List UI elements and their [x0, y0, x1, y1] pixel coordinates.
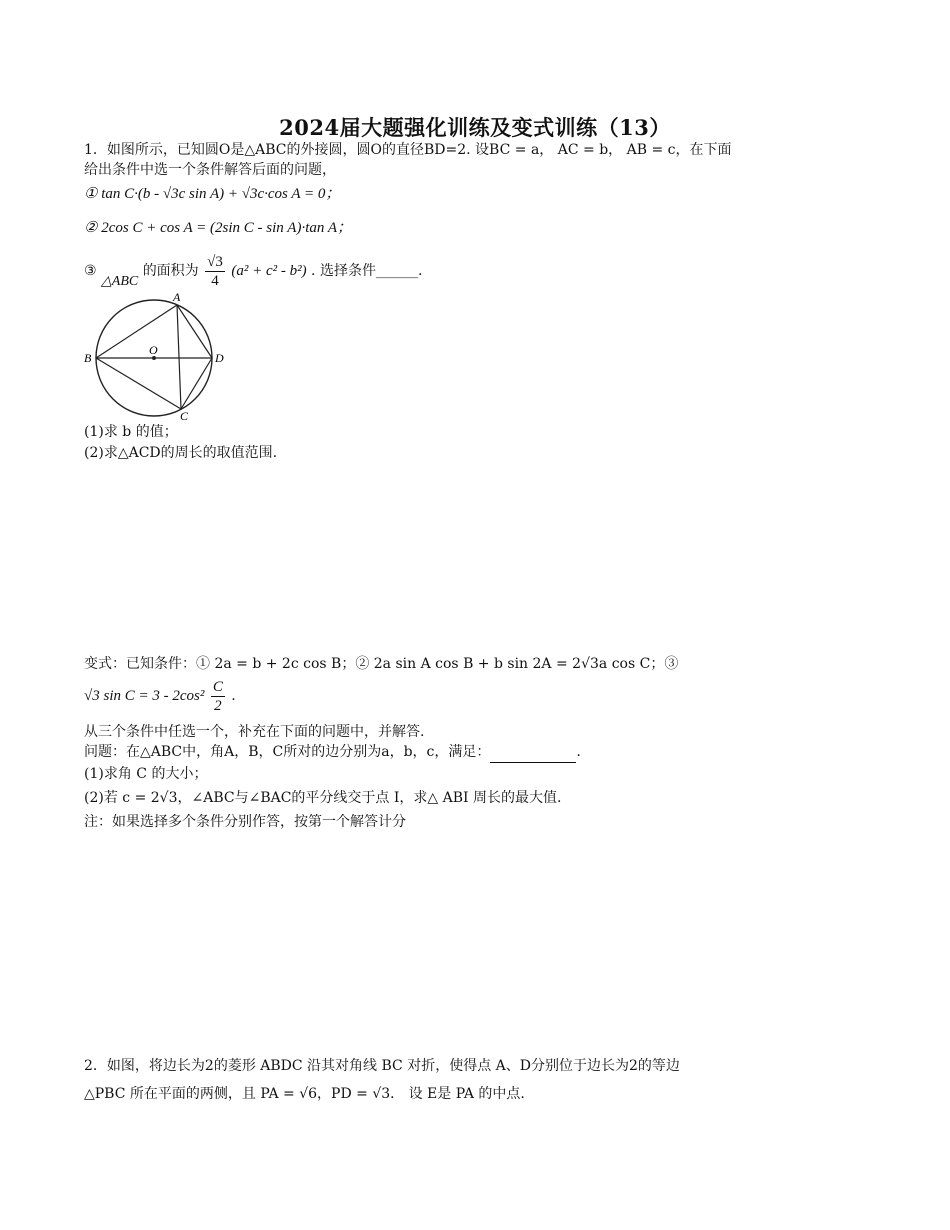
segment-cb	[96, 358, 181, 409]
problem2-line2: △PBC 所在平面的两侧，且 PA = √6，PD = √3． 设 E是 PA 的中点.	[84, 1086, 525, 1102]
variant-condition3-expr: √3 sin C = 3 - 2cos²	[84, 688, 205, 704]
condition3-expression: (a² + c² - b²)	[231, 263, 307, 279]
condition3-triangle: △ABC	[101, 274, 139, 289]
variant-note: 注：如果选择多个条件分别作答，按第一个解答计分	[84, 814, 406, 830]
problem1-question2: (2)求△ACD的周长的取值范围.	[84, 445, 278, 461]
label-b: B	[84, 351, 92, 365]
segment-dc	[181, 358, 212, 409]
variant-question-text: 问题：在△ABC中，角A，B，C所对的边分别为a，b，c，满足：	[84, 744, 491, 760]
variant-q2: (2)若 c = 2√3，∠ABC与∠BAC的平分线交于点 I，求△ ABI 周长的最大值.	[84, 790, 562, 806]
answer-blank	[490, 742, 576, 763]
condition3-frac-den: 4	[211, 272, 219, 289]
problem1-intro-line2: 给出条件中选一个条件解答后面的问题，	[84, 162, 336, 178]
condition3-suffix: . 选择条件______.	[311, 263, 423, 279]
problem1-condition3	[84, 252, 422, 291]
problem1-intro-line1: 1．如图所示，已知圆O是△ABC的外接圆，圆O的直径BD=2. 设BC = a， AC = b， AB = c，在下面	[84, 142, 732, 158]
variant-question	[84, 742, 581, 763]
variant-question-suffix: .	[576, 744, 581, 760]
label-c: C	[180, 409, 189, 422]
problem1-condition1: ① tan C·(b - √3c sin A) + √3c·cos A = 0；	[84, 186, 341, 202]
problem2-line1: 2．如图，将边长为2的菱形 ABDC 沿其对角线 BC 对折，使得点 A、D分别位于边长为2的等边	[84, 1058, 680, 1074]
variant-frac-num: C	[212, 678, 223, 695]
segment-ba	[96, 305, 177, 358]
problem1-question1: (1)求 b 的值；	[84, 424, 178, 440]
variant-line2	[84, 676, 236, 716]
condition3-fraction	[205, 253, 225, 290]
label-o: O	[149, 343, 158, 357]
problem1-condition2: ② 2cos C + cos A = (2sin C - sin A)·tan A；	[84, 220, 353, 236]
label-d: D	[215, 351, 224, 365]
page-title: 2024届大题强化训练及变式训练（13）	[279, 115, 671, 140]
condition3-frac-num: √3	[207, 253, 223, 270]
variant-line1: 变式：已知条件：① 2a = b + 2c cos B；② 2a sin A cos B + b sin 2A = 2√3a cos C；③	[84, 656, 679, 672]
variant-fraction	[211, 678, 225, 715]
condition3-marker: ③	[84, 263, 97, 279]
variant-frac-den: 2	[214, 697, 222, 714]
variant-q1: (1)求角 C 的大小；	[84, 766, 208, 782]
condition3-text: 的面积为	[142, 263, 199, 279]
segment-ac	[177, 305, 181, 409]
circle-figure	[84, 288, 234, 422]
variant-line2-suffix: .	[231, 688, 236, 704]
variant-line3: 从三个条件中任选一个，补充在下面的问题中，并解答.	[84, 724, 425, 740]
segment-ad	[177, 305, 212, 358]
label-a: A	[173, 290, 181, 304]
